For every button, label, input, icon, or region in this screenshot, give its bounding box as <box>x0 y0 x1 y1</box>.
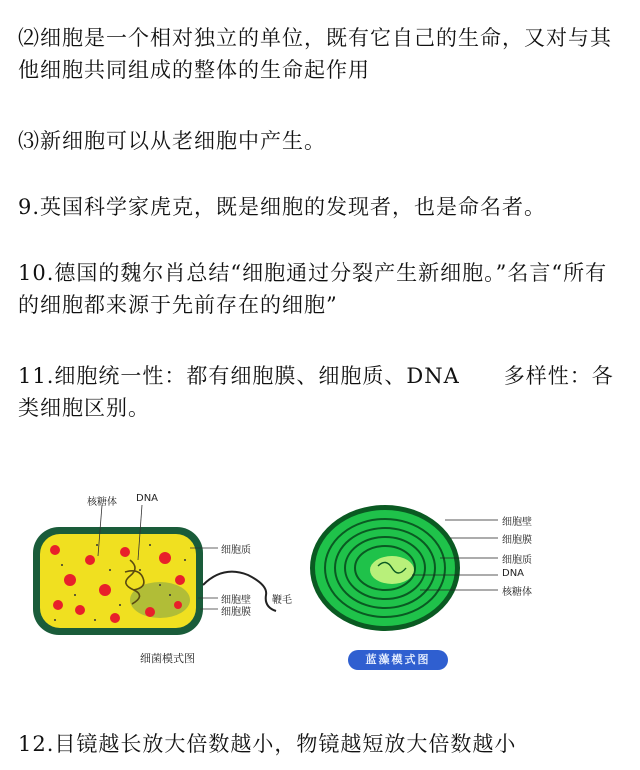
cyano-caption: 蓝藻模式图 <box>348 650 448 670</box>
cyano-nucleoid <box>370 556 414 584</box>
cyano-label-membrane: 细胞膜 <box>502 535 532 546</box>
paragraph-hooke: 9.英国科学家虎克，既是细胞的发现者，也是命名者。 <box>18 195 547 219</box>
bacteria-label-ribosome: 核糖体 <box>87 497 117 508</box>
cyano-label-dna: DNA <box>502 568 525 579</box>
bacteria-label-cytoplasm: 细胞质 <box>221 545 251 556</box>
cyano-label-cellwall: 细胞壁 <box>502 517 532 528</box>
cyanobacteria-diagram <box>310 505 498 631</box>
bacteria-label-membrane: 细胞膜 <box>221 607 251 618</box>
bacteria-label-cellwall: 细胞壁 <box>221 595 251 606</box>
paragraph-unity-diversity: 11.细胞统一性：都有细胞膜、细胞质、DNA 多样性：各类细胞区别。 <box>18 364 614 420</box>
bacteria-caption: 细菌模式图 <box>140 652 195 665</box>
paragraph-new-cells: ⑶新细胞可以从老细胞中产生。 <box>18 129 326 153</box>
paragraph-microscope: 12.目镜越长放大倍数越小，物镜越短放大倍数越小 <box>18 732 517 756</box>
paragraph-cell-unit: ⑵细胞是一个相对独立的单位，既有它自己的生命，又对与其他细胞共同组成的整体的生命起作用 <box>18 26 612 82</box>
cyano-label-cytoplasm: 细胞质 <box>502 555 532 566</box>
bacteria-label-dna: DNA <box>136 493 159 504</box>
bacteria-shading <box>130 582 190 618</box>
paragraph-virchow: 10.德国的魏尔肖总结“细胞通过分裂产生新细胞。”名言“所有的细胞都来源于先前存在的细胞” <box>18 261 608 317</box>
bacteria-label-flagellum: 鞭毛 <box>272 595 292 606</box>
cyano-label-ribosome: 核糖体 <box>502 587 532 598</box>
